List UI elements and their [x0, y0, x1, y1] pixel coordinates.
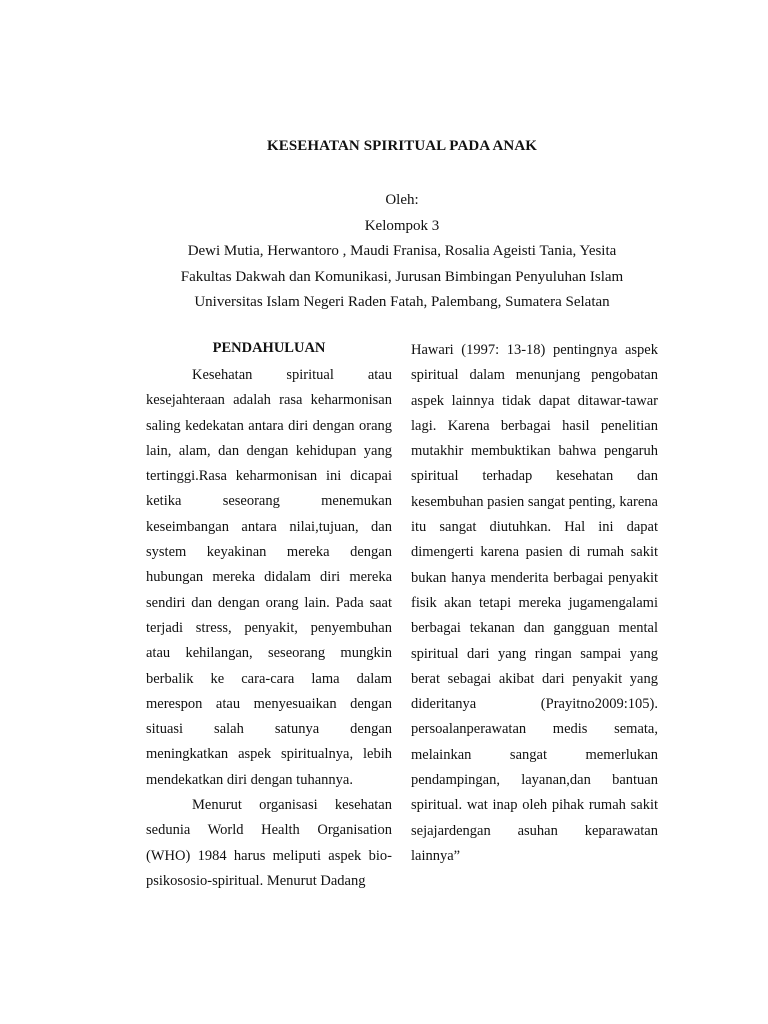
document-title: KESEHATAN SPIRITUAL PADA ANAK	[266, 138, 538, 154]
author-list: Dewi Mutia, Herwantoro , Maudi Franisa, Rosalia Ageisti Tania, Yesita	[187, 243, 617, 259]
by-label: Oleh:	[385, 192, 419, 208]
paragraph-2: Menurut organisasi kesehatan sedunia World Health Organisation (WHO) 1984 harus meliputi aspek bio-psikososio-spiritual. Menurut Dadang	[146, 797, 392, 889]
right-column	[411, 338, 658, 869]
paragraph-3: Hawari (1997: 13-18) pentingnya aspek spiritual dalam menunjang pengobatan aspek lainnya tidak dapat ditawar-tawar lagi. Karena berbagai hasil penelitian mutakhir membuktikan bahwa pengaruh spiritual terhadap kesehatan dan kesembuhan pasien sangat penting, karena itu sangat diutuhkan. Hal ini dapat dimengerti karena pasien di rumah sakit bukan hanya menderita berbagai penyakit fisik akan tetapi mereka jugamengalami berbagai tekanan dan gangguan mental spiritual dari yang ringan sampai yang berat sebagai akibat dari penyakit yang dideritanya (Prayitno2009:105). persoalanperawatan medis semata, melainkan sangat memerlukan pendampingan, layanan,dan bantuan spiritual. wat inap oleh pihak rumah sakit sejajardengan asuhan keparawatan lainnya”	[411, 342, 658, 864]
section-heading: PENDAHULUAN	[212, 340, 326, 356]
group-name: Kelompok 3	[364, 217, 440, 234]
faculty-affiliation: Fakultas Dakwah dan Komunikasi, Jurusan Bimbingan Penyuluhan Islam	[180, 268, 624, 285]
university-affiliation: Universitas Islam Negeri Raden Fatah, Palembang, Sumatera Selatan	[194, 294, 610, 310]
document-header	[0, 136, 768, 316]
left-column	[146, 338, 392, 894]
author-block	[36, 188, 768, 316]
paragraph-1: Kesehatan spiritual atau kesejahteraan adalah rasa keharmonisan saling kedekatan antara diri dengan orang lain, alam, dan dengan kehidupan yang tertinggi.Rasa keharmonisan ini dicapai ketika seseorang menemukan keseimbangan antara nilai,tujuan, dan system keyakinan mereka dengan hubungan mereka didalam diri mereka sendiri dan dengan orang lain. Pada saat terjadi stress, penyakit, penyembuhan atau kehilangan, seseorang mungkin berbalik ke cara-cara lama dalam merespon atau menyesuaikan dengan situasi salah satunya dengan meningkatkan aspek spiritualnya, lebih mendekatkan diri dengan tuhannya.	[146, 367, 392, 788]
